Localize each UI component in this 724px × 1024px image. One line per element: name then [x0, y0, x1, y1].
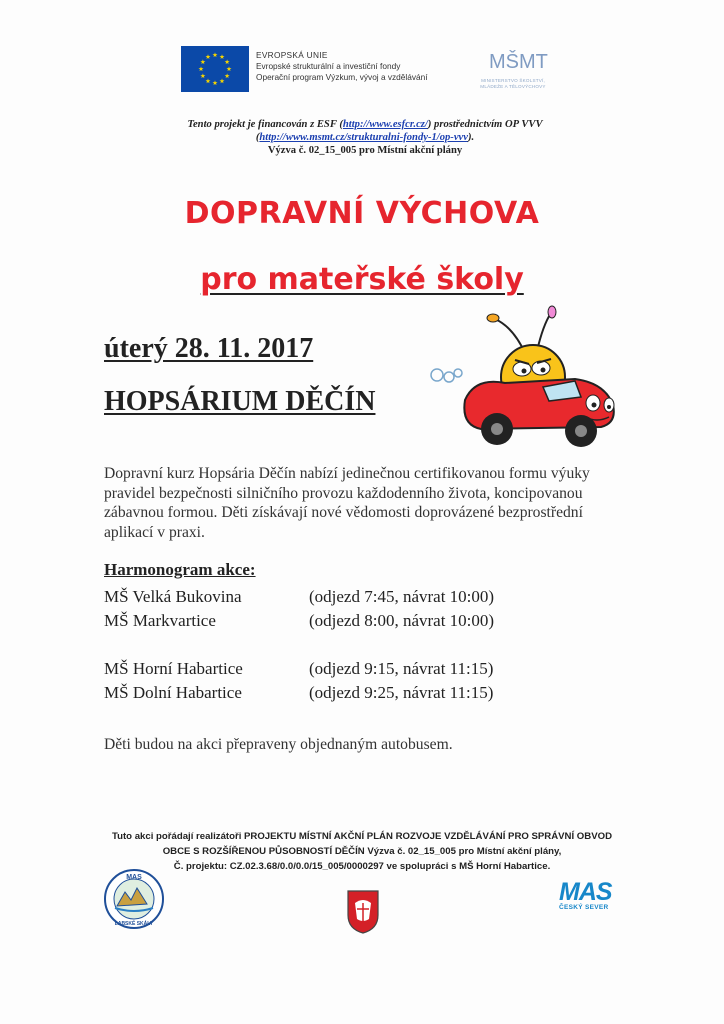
funding-middle: ) prostřednictvím OP VVV: [427, 119, 543, 130]
schedule-heading: Harmonogram akce:: [104, 560, 256, 579]
msmt-caption-line2: MLÁDEŽE A TĚLOVÝCHOVY: [480, 84, 546, 89]
eu-flag-logo: [181, 46, 249, 92]
msmt-link[interactable]: http://www.msmt.cz/strukturalni-fondy-1/op-vvv: [259, 132, 468, 143]
eu-funds: Evropské strukturální a investiční fondy: [256, 61, 401, 71]
mas-right-word: MAS: [559, 878, 612, 906]
funding-open-paren: (: [255, 132, 260, 143]
subtitle: [0, 262, 724, 297]
event-date: úterý 28. 11. 2017: [104, 333, 314, 364]
eu-star-icon: [200, 59, 205, 64]
mas-cesky-sever-logo: [559, 880, 623, 918]
schedule-time: (odjezd 7:45, návrat 10:00): [309, 587, 495, 606]
schedule-school: MŠ Horní Habartice: [104, 659, 243, 678]
funding-close-paren: ).: [467, 132, 475, 143]
msmt-caption: [458, 78, 568, 90]
funding-call: Výzva č. 02_15_005 pro Místní akční plány: [267, 145, 463, 156]
eu-star-icon: [206, 54, 211, 59]
schedule-time: (odjezd 9:15, návrat 11:15): [309, 659, 494, 678]
eu-programme: Operační program Výzkum, vývoj a vzdělávání: [256, 72, 428, 82]
subtitle-text: pro mateřské školy: [200, 262, 524, 297]
organizer-line3: Č. projektu: CZ.02.3.68/0.0/0.0/15_005/0000297 ve spolupráci s MŠ Horní Habartice.: [173, 861, 551, 872]
main-title: DOPRAVNÍ VÝCHOVA: [184, 196, 540, 231]
schedule-school: MŠ Dolní Habartice: [104, 683, 242, 702]
eu-star-icon: [206, 79, 211, 84]
msmt-caption-line1: MINISTERSTVO ŠKOLSTVÍ,: [481, 78, 545, 83]
mas-left-top-text: MAS: [126, 874, 142, 881]
eu-star-icon: [225, 73, 230, 78]
mas-left-bottom-text: LABSKÉ SKÁLY: [114, 921, 154, 927]
schedule-school: MŠ Markvartice: [104, 611, 216, 630]
funding-prefix: Tento projekt je financován z ESF (: [187, 119, 343, 130]
eu-star-icon: [200, 73, 205, 78]
cartoon-car-illustration: [425, 305, 625, 453]
funding-note: [120, 118, 610, 157]
eu-star-icon: [199, 66, 204, 71]
event-venue: HOPSÁRIUM DĚČÍN: [104, 386, 376, 417]
transport-note: Děti budou na akci přepraveny objednaným autobusem.: [104, 736, 453, 753]
schedule-time: (odjezd 8:00, návrat 10:00): [309, 611, 495, 630]
eu-star-icon: [220, 54, 225, 59]
eu-text-block: [256, 50, 466, 83]
msmt-logo-text: MŠMT: [489, 51, 548, 73]
eu-title: EVROPSKÁ UNIE: [256, 50, 328, 60]
eu-star-icon: [225, 59, 230, 64]
mas-labske-skaly-logo: [103, 868, 165, 930]
eu-star-icon: [227, 66, 232, 71]
schedule-school: MŠ Velká Bukovina: [104, 587, 242, 606]
eu-star-icon: [213, 80, 218, 85]
decin-crest-logo: [346, 889, 380, 935]
organizer-line2: OBCE S ROZŠÍŘENOU PŮSOBNOSTÍ DĚČÍN Výzva č. 02_15_005 pro Místní akční plány,: [162, 846, 562, 857]
organizer-line1: Tuto akci pořádají realizátoři PROJEKTU MÍSTNÍ AKČNÍ PLÁN ROZVOJE VZDĚLÁVÁNÍ PRO SPRÁVNÍ OBVOD: [111, 831, 612, 842]
event-description: Dopravní kurz Hopsária Děčín nabízí jedinečnou certifikovanou formu výuky pravidel bezpečnosti silničního provozu každodenního života, koncipovanou zábavnou formou. Děti získávají nové vědomosti doprovázené bezprostřední aplikací v praxi.: [104, 465, 590, 541]
eu-star-icon: [220, 79, 225, 84]
schedule-time: (odjezd 9:25, návrat 11:15): [309, 683, 494, 702]
mas-right-sub: ČESKÝ SEVER: [559, 904, 609, 911]
esf-link[interactable]: http://www.esfcr.cz/: [342, 119, 428, 130]
eu-star-icon: [213, 52, 218, 57]
